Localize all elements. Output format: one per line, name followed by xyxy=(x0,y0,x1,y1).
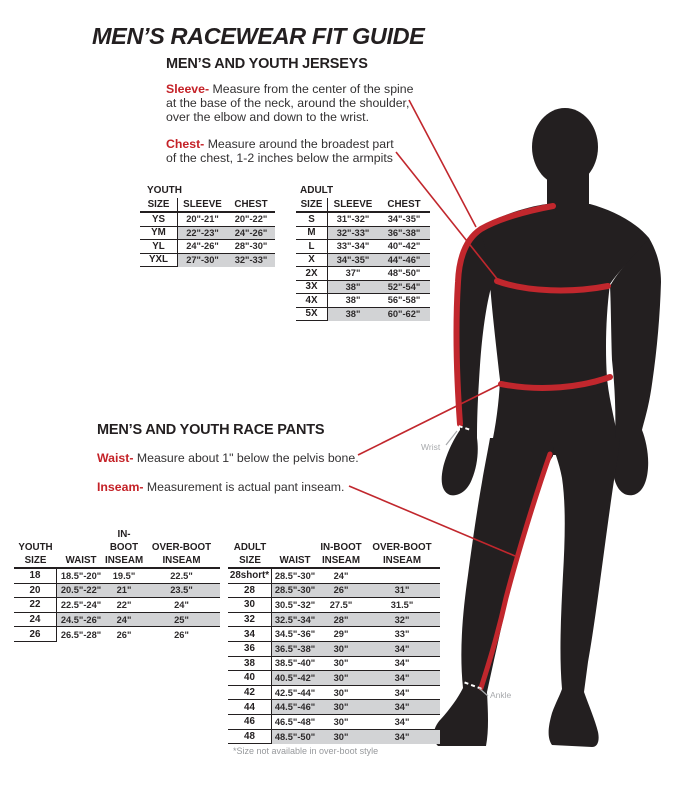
value-cell: 26" xyxy=(174,629,189,640)
value-cell: 18.5"-20" xyxy=(57,569,105,584)
column-header: ADULT xyxy=(233,542,267,553)
value-cell: 26.5"-28" xyxy=(60,629,102,640)
value-cell: 34"-35" xyxy=(378,213,430,227)
table-row xyxy=(140,240,275,254)
value-cell: 27.5" xyxy=(318,598,364,613)
table-row xyxy=(228,584,440,599)
value-cell: 29" xyxy=(318,627,364,642)
value-cell: 40.5"-42" xyxy=(272,671,318,686)
inseam-text: Measurement is actual pant inseam. xyxy=(146,480,345,494)
size-cell: YM xyxy=(140,227,178,241)
table-row xyxy=(228,569,440,584)
value-cell: 38.5"-40" xyxy=(272,657,318,672)
value-cell: 42.5"-44" xyxy=(272,686,318,701)
value-cell: 34" xyxy=(364,686,440,701)
value-cell: 30.5"-32" xyxy=(272,598,318,613)
table-row xyxy=(14,569,220,584)
value-cell: 28.5"-30" xyxy=(272,569,318,584)
column-header: IN-BOOT xyxy=(109,529,139,553)
table-row xyxy=(14,584,220,599)
sleeve-instruction xyxy=(166,82,413,125)
table-row xyxy=(228,671,440,686)
value-cell: 34" xyxy=(364,671,440,686)
table-row xyxy=(228,642,440,657)
value-cell: 48.5"-50" xyxy=(272,730,318,745)
size-cell: X xyxy=(296,254,328,268)
column-header-group xyxy=(143,540,220,567)
value-cell: 26" xyxy=(116,629,132,640)
column-header: SIZE xyxy=(24,555,47,566)
table-body xyxy=(140,213,275,267)
value-cell: 24" xyxy=(143,598,220,613)
youth-pants-size-table xyxy=(14,529,220,642)
value-cell: 28"-30" xyxy=(227,240,275,254)
value-cell: 44.5"-46" xyxy=(272,700,318,715)
value-cell: 30" xyxy=(318,657,364,672)
value-cell: 22"-23" xyxy=(178,227,227,241)
size-cell: 4X xyxy=(296,294,328,308)
size-cell: YS xyxy=(140,213,178,227)
right-leg-shape xyxy=(549,438,620,747)
size-cell: YL xyxy=(140,240,178,254)
size-cell: YXL xyxy=(140,254,178,268)
jerseys-section-heading: MEN’S AND YOUTH JERSEYS xyxy=(166,56,368,72)
value-cell: 19.5" xyxy=(105,569,143,584)
value-cell: 22.5" xyxy=(143,569,220,584)
table-row xyxy=(228,627,440,642)
value-cell: 22.5"-24" xyxy=(57,598,105,613)
size-cell: 44 xyxy=(228,700,272,715)
value-cell: 28" xyxy=(318,613,364,628)
column-header: CHEST xyxy=(234,199,268,210)
value-cell: 28.5"-30" xyxy=(272,584,318,599)
chest-text-line2: of the chest, 1-2 inches below the armpits xyxy=(166,151,393,166)
value-cell: 34" xyxy=(364,657,440,672)
column-header: INSEAM xyxy=(382,555,422,566)
value-cell: 24"-26" xyxy=(178,240,227,254)
value-cell: 38" xyxy=(328,294,378,308)
size-cell: 48 xyxy=(228,730,272,745)
column-header: YOUTH xyxy=(18,542,53,553)
value-cell: 34" xyxy=(364,642,440,657)
value-cell: 33" xyxy=(364,627,440,642)
size-cell: 30 xyxy=(228,598,272,613)
value-cell: 34" xyxy=(364,700,440,715)
value-cell: 26" xyxy=(318,584,364,599)
table-row xyxy=(140,254,275,268)
value-cell: 30" xyxy=(318,671,364,686)
size-cell: 26 xyxy=(14,627,57,642)
body-silhouette xyxy=(434,108,661,747)
table-body xyxy=(228,569,440,744)
column-header: INSEAM xyxy=(321,555,361,566)
column-header: SIZE xyxy=(140,198,178,211)
left-arm-shape xyxy=(442,228,492,495)
size-cell: 20 xyxy=(14,584,57,599)
adult-pants-size-table xyxy=(228,540,440,744)
sleeve-text-line2: at the base of the neck, around the shoulder, xyxy=(166,96,410,111)
size-cell: 34 xyxy=(228,627,272,642)
size-cell: 5X xyxy=(296,308,328,322)
size-cell: 2X xyxy=(296,267,328,281)
table-row xyxy=(228,730,440,745)
ankle-label: Ankle xyxy=(490,690,512,700)
page-title: MEN’S RACEWEAR FIT GUIDE xyxy=(92,23,425,49)
size-cell: M xyxy=(296,227,328,241)
value-cell: 32"-33" xyxy=(227,254,275,268)
table-row xyxy=(296,213,430,227)
value-cell: 30" xyxy=(318,642,364,657)
value-cell: 30" xyxy=(318,730,364,745)
value-cell: 31"-32" xyxy=(328,213,378,227)
value-cell: 31.5" xyxy=(364,598,440,613)
value-cell: 22" xyxy=(105,598,143,613)
column-header: WAIST xyxy=(65,555,97,566)
size-cell: 24 xyxy=(14,613,57,628)
column-header-group xyxy=(57,540,105,567)
column-header: INSEAM xyxy=(162,555,201,566)
inseam-label: Inseam- xyxy=(97,480,144,494)
value-cell: 40"-42" xyxy=(378,240,430,254)
table-row xyxy=(14,598,220,613)
sleeve-text-line3: over the elbow and down to the wrist. xyxy=(166,110,370,125)
value-cell xyxy=(364,569,440,584)
value-cell: 38" xyxy=(328,308,378,322)
size-cell: 40 xyxy=(228,671,272,686)
value-cell: 23.5" xyxy=(143,584,220,599)
value-cell: 21" xyxy=(105,584,143,599)
value-cell: 34" xyxy=(364,715,440,730)
size-cell: 18 xyxy=(14,569,57,584)
value-cell: 30" xyxy=(318,715,364,730)
size-cell: 32 xyxy=(228,613,272,628)
value-cell: 32.5"-34" xyxy=(272,613,318,628)
value-cell: 46.5"-48" xyxy=(272,715,318,730)
column-header: IN-BOOT xyxy=(320,542,362,553)
value-cell: 34"-35" xyxy=(328,254,378,268)
table-row xyxy=(228,715,440,730)
value-cell: 24"-26" xyxy=(227,227,275,241)
size-cell: 28short* xyxy=(228,569,272,584)
value-cell: 52"-54" xyxy=(378,281,430,295)
waist-label: Waist- xyxy=(97,451,134,465)
value-cell: 32" xyxy=(364,613,440,628)
column-header: SIZE xyxy=(239,555,261,566)
size-cell: 42 xyxy=(228,686,272,701)
column-header-group xyxy=(105,529,144,567)
column-header: SIZE xyxy=(296,198,328,211)
table-row xyxy=(296,227,430,241)
table-row xyxy=(14,627,220,642)
chest-instruction xyxy=(166,137,394,165)
column-header: SLEEVE xyxy=(333,199,373,210)
size-cell: S xyxy=(296,213,328,227)
value-cell: 20"-22" xyxy=(227,213,275,227)
table-row xyxy=(296,294,430,308)
size-cell: L xyxy=(296,240,328,254)
table-row xyxy=(140,227,275,241)
sleeve-text-line1: Measure from the center of the spine xyxy=(212,82,414,96)
table-group-label: ADULT xyxy=(300,185,334,196)
table-row xyxy=(296,308,430,322)
table-footnote: *Size not available in over-boot style xyxy=(233,746,379,756)
column-header: OVER-BOOT xyxy=(151,542,212,553)
table-row xyxy=(296,267,430,281)
value-cell: 36.5"-38" xyxy=(272,642,318,657)
size-cell: 38 xyxy=(228,657,272,672)
value-cell: 34" xyxy=(364,730,440,745)
table-row xyxy=(228,657,440,672)
table-body xyxy=(14,569,220,642)
column-header-group xyxy=(318,540,364,567)
value-cell: 31" xyxy=(364,584,440,599)
wrist-label: Wrist xyxy=(421,442,441,452)
table-group-label: YOUTH xyxy=(147,185,182,196)
table-body xyxy=(296,213,430,321)
table-row xyxy=(14,613,220,628)
waist-text: Measure about 1" below the pelvis bone. xyxy=(136,451,359,465)
inseam-instruction xyxy=(97,480,344,494)
column-header-group xyxy=(364,540,440,567)
chest-text-line1: Measure around the broadest part xyxy=(207,137,394,151)
pants-section-heading: MEN’S AND YOUTH RACE PANTS xyxy=(97,422,325,438)
column-header-group xyxy=(14,540,57,567)
column-header: INSEAM xyxy=(105,555,144,566)
value-cell: 24" xyxy=(318,569,364,584)
value-cell: 25" xyxy=(143,613,220,628)
value-cell: 27"-30" xyxy=(178,254,227,268)
table-header-row xyxy=(228,540,440,569)
table-row xyxy=(296,240,430,254)
column-header-group xyxy=(228,540,272,567)
value-cell: 32"-33" xyxy=(328,227,378,241)
size-cell: 3X xyxy=(296,281,328,295)
adult-jersey-size-table xyxy=(296,183,430,321)
value-cell: 44"-46" xyxy=(378,254,430,268)
youth-jersey-size-table xyxy=(140,183,275,267)
waist-instruction xyxy=(97,451,359,465)
value-cell: 20"-21" xyxy=(178,213,227,227)
table-row xyxy=(228,598,440,613)
column-header: CHEST xyxy=(387,199,421,210)
value-cell: 30" xyxy=(318,686,364,701)
table-row xyxy=(228,613,440,628)
table-row xyxy=(228,686,440,701)
value-cell: 34.5"-36" xyxy=(272,627,318,642)
column-header: OVER-BOOT xyxy=(372,542,432,553)
table-header-row xyxy=(14,529,220,569)
size-cell: 28 xyxy=(228,584,272,599)
value-cell: 33"-34" xyxy=(328,240,378,254)
value-cell: 48"-50" xyxy=(378,267,430,281)
column-header-group xyxy=(272,540,318,567)
column-header: SLEEVE xyxy=(183,199,222,210)
chest-label: Chest- xyxy=(166,137,205,151)
table-row xyxy=(296,254,430,268)
value-cell: 38" xyxy=(328,281,378,295)
value-cell: 36"-38" xyxy=(378,227,430,241)
value-cell: 56"-58" xyxy=(378,294,430,308)
column-header: WAIST xyxy=(279,555,311,566)
size-cell: 36 xyxy=(228,642,272,657)
table-header-row xyxy=(140,198,275,213)
value-cell: 24" xyxy=(105,613,143,628)
size-cell: 22 xyxy=(14,598,57,613)
table-row xyxy=(228,700,440,715)
value-cell: 24.5"-26" xyxy=(57,613,105,628)
sleeve-label: Sleeve- xyxy=(166,82,210,96)
value-cell: 37" xyxy=(328,267,378,281)
table-row xyxy=(140,213,275,227)
table-row xyxy=(296,281,430,295)
value-cell: 60"-62" xyxy=(378,308,430,322)
value-cell: 20.5"-22" xyxy=(57,584,105,599)
size-cell: 46 xyxy=(228,715,272,730)
value-cell: 30" xyxy=(318,700,364,715)
table-header-row xyxy=(296,198,430,213)
